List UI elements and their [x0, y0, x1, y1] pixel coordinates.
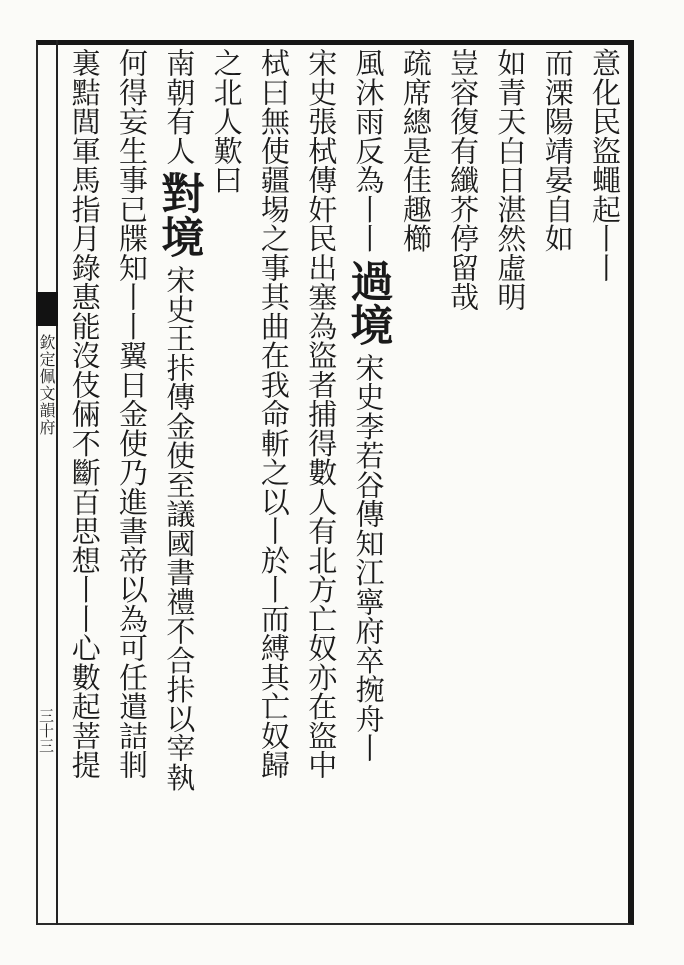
fishtail-block [36, 292, 58, 326]
text-column [439, 48, 486, 920]
column-text: 何得妄生事已牒知丨丨翼日金使乃進書帝以為可任遣詰剕 [115, 48, 150, 780]
text-column [202, 48, 249, 920]
column-text: 宋史李若谷傳知江寧府卒捥舟丨 [351, 352, 386, 763]
text-column [343, 48, 394, 920]
text-column [392, 48, 439, 920]
column-text: 而溧陽靖晏自如 [540, 48, 575, 253]
page-number: 三十三 [37, 708, 55, 753]
text-column [486, 48, 533, 920]
entry-heading: 對境 [154, 171, 205, 259]
text-column [250, 48, 297, 920]
text-column [108, 48, 155, 920]
text-column [297, 48, 344, 920]
column-text: 風沐雨反為丨丨 [351, 48, 386, 253]
text-column [154, 48, 205, 920]
text-column [533, 48, 580, 920]
column-text: 宋史王拤傳金使至議國書禮不合拤以宰執 [162, 265, 197, 792]
column-text: 疏席總是佳趣櫛 [398, 48, 433, 253]
column-text: 之北人歎曰 [209, 48, 244, 195]
column-text: 宋史張栻傳奸民出塞為盜者捕得數人有北方亡奴亦在盜中 [304, 48, 339, 780]
column-text: 栻曰無使疆埸之事其曲在我命斬之以丨於丨而縛其亡奴歸 [256, 48, 291, 780]
column-text: 裏黠閭軍馬指月錄惠能沒伎倆不斷百思想丨丨心數起菩提 [67, 48, 102, 780]
column-text: 豈容復有纖芥停留哉 [446, 48, 481, 312]
column-text: 意化民盜蠅起丨丨 [588, 48, 622, 282]
block-heart-margin [36, 40, 58, 925]
book-title: 欽定佩文韻府 [37, 334, 56, 436]
text-column [581, 48, 628, 920]
column-text: 如青天白日湛然虛明 [493, 48, 528, 312]
text-body [62, 48, 628, 920]
text-column [62, 48, 108, 920]
column-text: 南朝有人 [162, 48, 197, 165]
entry-heading: 過境 [343, 258, 394, 347]
